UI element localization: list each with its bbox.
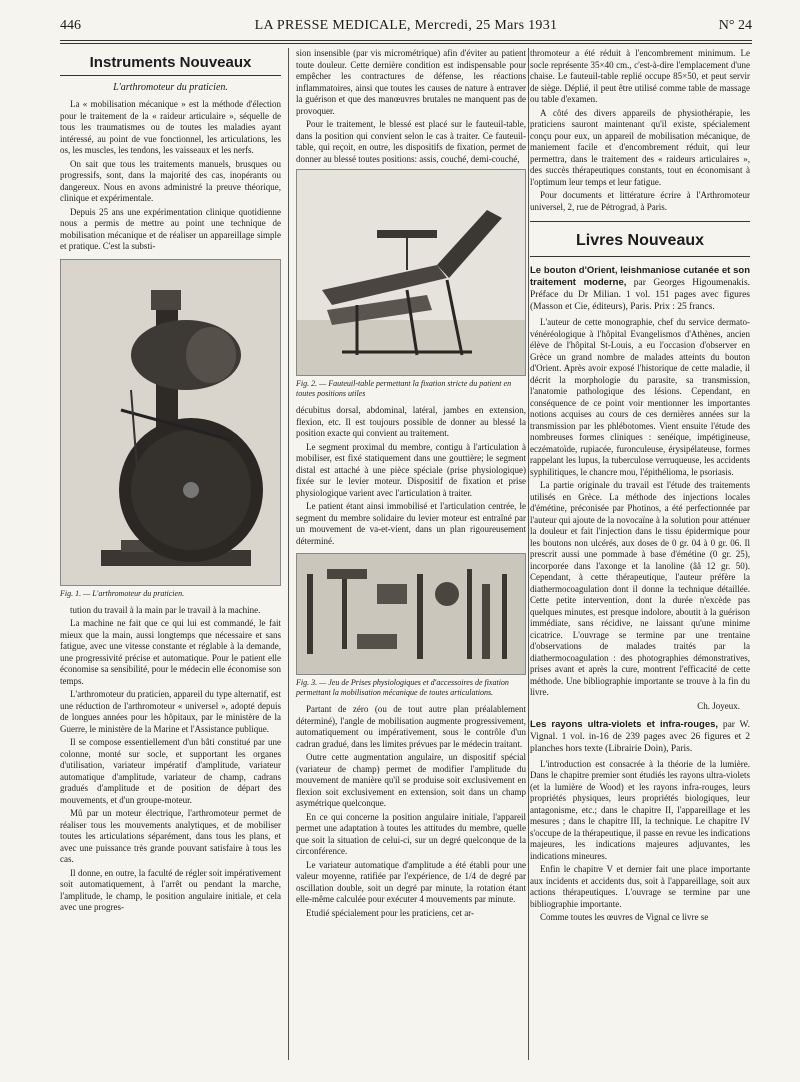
- paragraph: Le variateur automatique d'amplitude a été établi pour une valeur moyenne, ratifiée par l'expérience, de 1/4 de degré par oscillation double, soit un degré par minute, la rotation étant elle-même calculée pour exécuter 4 mouvements par minute.: [296, 859, 526, 904]
- paragraph: Depuis 25 ans une expérimentation clinique quotidienne nous a permis de mettre au point une technique de mobilisation mécanique et de réaliser un appareillage simple et pratique. C'est la substi-: [60, 206, 281, 251]
- paragraph: Pour le traitement, le blessé est placé sur le fauteuil-table, dans la position qui convient selon le cas à traiter. Ce fauteuil-table, qui reçoit, en outre, les dispositifs de fixation, permet de donner au blessé toutes positions: assis, couché, demi-couché,: [296, 119, 526, 164]
- paragraph: La « mobilisation mécanique » est la méthode d'élection pour le traitement de la « raideur articulaire », séquelle de tous les traumatismes ou de toutes les maladies ayant intéressé, au point de vue fonctionnel, les articulations, les os, les muscles, les tendons, les vaisseaux et les nerfs.: [60, 99, 281, 155]
- paragraph: A côté des divers appareils de physiothérapie, les praticiens sauront maintenant qu'il existe, spécialement conçu pour eux, un appareil de mobilisation mécanique, de maniement facile et d'encombrement réduit, qui leur permettra, dans le traitement des « raideurs articulaires », des succès thérapeutiques constants, tout en économisant à l'optimum leur temps et leur fatigue.: [530, 107, 750, 187]
- column-divider: [528, 48, 529, 1060]
- paragraph: L'arthromoteur du praticien, appareil du type alternatif, est une réduction de l'arthromoteur « universel », adopté depuis de longues années pour les hôpitaux, par le ministère de la Guerre, le ministère de la Marine et l'Assistance publique.: [60, 689, 281, 734]
- arthromoteur-illustration: [61, 260, 281, 585]
- paragraph: tution du travail à la main par le travail à la machine.: [70, 604, 261, 615]
- figure-3-prises-physiologiques: [296, 553, 526, 675]
- fauteuil-table-illustration: [297, 170, 526, 375]
- column-divider: [288, 48, 289, 1060]
- paragraph: Il donne, en outre, la faculté de régler soit impérativement soit automatiquement, à l'arrêt ou pendant la marche, l'amplitude, le champ, le position angulaire initiale, et cela avec une progres-: [60, 867, 281, 912]
- figure-caption: Fig. 2. — Fauteuil-table permettant la fixation stricte du patient en toutes positions utiles: [296, 379, 512, 398]
- header-rule: [60, 40, 752, 41]
- column-3: [530, 48, 750, 926]
- paragraph: Il se compose essentiellement d'un bâti constitué par une colonne, monté sur socle, et supportant les organes d'utilisation, variateur impératif d'amplitude, variateur automatique d'amplitude, variateur de champ, cadrans gradués d'amplitude et de position de départ des mouvements, et d'un groupe-moteur.: [60, 737, 281, 805]
- book-entry: [530, 719, 750, 755]
- paragraph: sion insensible (par vis micrométrique) afin d'éviter au patient toute douleur. Cette dernière condition est indispensable pour empêcher les contractures de défense, les réactions inflammatoires, ainsi que toutes les causes de nature à entraver la guérison et que des manœuvres brutales ne manquent pas de provoquer.: [296, 48, 526, 116]
- paragraph: décubitus dorsal, abdominal, latéral, jambes en extension, flexion, etc. Il est toujours possible de donner au blessé la position exacte qui convient au traitement.: [296, 405, 526, 438]
- paragraph: thromoteur a été réduit à l'encombrement minimum. Le socle représente 35×40 cm., c'est-à-dire l'emplacement d'une chaise. Le fauteuil-table replié occupe 85×50, et peut servir de siège. Déplié, il peut être utilisé comme table de massage ou table d'examen.: [530, 48, 750, 104]
- page-number: 446: [60, 18, 81, 33]
- book-details: par W. Vignal. 1 vol. in-16 de 239 pages avec 26 figures et 2 planches hors texte (Librairie Doin), Paris.: [530, 719, 751, 754]
- column-2: [296, 48, 526, 921]
- figure-1-arthromoteur: [60, 259, 281, 586]
- paragraph: L'auteur de cette monographie, chef du service dermato-vénéréologique à l'hôpital Evangelismos d'Athènes, ancien élève de l'hôpital St-Louis, a eu l'occasion d'observer en Grèce un grand nombre de malades atteints du bouton d'Orient. Après avoir exposé l'historique de cette maladie, il décrit la morphologie du parasite, sa transmission, l'anatomie pathologique des lésions. Cependant, en conséquence de ce point voir mentionner les importantes notions acquises au cours de ces dernières années sur la transmission par les phlébotomes. Vient ensuite l'étude des nombreuses formes cliniques : senéique, impétigineuse, eczématoïde, rupiacée, furonculeuse, érysipélateuse, formes rappelant les lupus, la tuberculose verruqueuse, les accidents syphilitiques, le chancre mou, l'épithélioma, le psoriasis.: [530, 317, 750, 477]
- book-details: par Georges Higoumenakis. Préface du Dr Milian. 1 vol. 151 pages avec figures (Masson et Cie, éditeurs), Paris. Prix : 25 francs.: [530, 278, 751, 312]
- paragraph: Etudié spécialement pour les praticiens, cet ar-: [306, 907, 474, 918]
- book-title: Le bouton d'Orient, leishmaniose cutanée et son traitement moderne,: [530, 265, 750, 288]
- section-rule: [60, 75, 281, 76]
- paragraph: Mû par un moteur électrique, l'arthromoteur permet de réaliser tous les mouvements analytiques, et de mobiliser toutes les articulations séparément, dans tous les plans, et avec une puissance très grande pouvant satisfaire à tous les cas.: [60, 808, 281, 864]
- section-title: Livres Nouveaux: [575, 232, 705, 249]
- section-rule: [530, 256, 750, 257]
- paragraph: Le patient étant ainsi immobilisé et l'articulation centrée, le segment du membre solidaire du levier moteur est entraîné par un mouvement de va-et-vient, dans un plan rigoureusement déterminé.: [296, 501, 526, 546]
- paragraph: Partant de zéro (ou de tout autre plan préalablement déterminé), l'angle de mobilisation augmente progressivement, automatiquement ou impérativement, sous le contrôle d'un cadran gradué, dans les limites prévues par le médecin traitant.: [296, 704, 526, 749]
- column-1: [60, 48, 281, 916]
- section-rule: [530, 221, 750, 222]
- page-header: [60, 18, 752, 38]
- paragraph: Outre cette augmentation angulaire, un dispositif spécial (variateur de champ) permet de modifier l'amplitude du mouvement de manière qu'il se produise soit exclusivement en flexion soit exclusivement en extension, soit dans un champ asymétrique quelconque.: [296, 752, 526, 808]
- issue-number: N° 24: [718, 18, 752, 33]
- section-title: Instruments Nouveaux: [89, 54, 252, 71]
- figure-2-fauteuil-table: [296, 169, 526, 376]
- header-rule-2: [60, 43, 752, 44]
- paragraph: Pour documents et littérature écrire à l'Arthromoteur universel, 2, rue de Pétrograd, à Paris.: [530, 190, 750, 212]
- paragraph: L'introduction est consacrée à la théorie de la lumière. Dans le chapitre premier sont étudiés les rayons ultra-violets (et la lumière de Wood) et les rayons infra-rouges, leurs propriétés physiques, leurs propriétés biologiques, leur antagonisme, etc.; dans le chapitre II, l'appareillage et les mesures ; dans le chapitre III, la technique. Le chapitre IV s'occupe de la thérapeutique, il passe en revue les indications majeures, les indications majeures adjuvantes, les indications mineures.: [530, 758, 750, 861]
- paragraph: La machine ne fait que ce qui lui est commandé, le fait mieux que la main, aussi longtemps que nécessaire et sans fatigue, avec une vitesse constante et réglable à la demande, une progressivité précise et automatique. Pour le patient elle économise sa sensibilité, pour le médecin elle économise son temps.: [60, 618, 281, 686]
- review-signature: Ch. Joyeux.: [697, 700, 740, 711]
- article-title: L'arthromoteur du praticien.: [113, 82, 228, 93]
- paragraph: Enfin le chapitre V et dernier fait une place importante aux incidents et accidents dus, soit à l'appareillage, soit aux actions thérapeutiques. L'ouvrage se termine par une bibliographie importante.: [530, 864, 750, 909]
- book-title: Les rayons ultra-violets et infra-rouges,: [530, 718, 719, 730]
- journal-title: LA PRESSE MEDICALE, Mercredi, 25 Mars 1931: [254, 18, 558, 33]
- paragraph: En ce qui concerne la position angulaire initiale, l'appareil permet une adaptation à toutes les attitudes du membre, quelle que soit la situation de celui-ci, sur un degré quelconque de la circonférence.: [296, 811, 526, 856]
- paragraph: On sait que tous les traitements manuels, brusques ou progressifs, sont, dans la majorité des cas, inopérants ou dangereux. Nous en avons administré la preuve théorique, clinique et expérimentale.: [60, 158, 281, 203]
- paragraph: Comme toutes les œuvres de Vignal ce livre se: [540, 912, 709, 922]
- book-entry: [530, 265, 750, 313]
- paragraph: La partie originale du travail est l'étude des traitements utilisés en Grèce. La méthode des injections locales d'émétine, préconisée par Photinos, a été perfectionnée par l'auteur qui ajoute de la novocaïne à la solution pour atténuer la douleur et fait l'injection dans le tissu épidermique pour les boutons non ulcérés, aux doses de 0 gr. 04 à 0 gr. 06. Il prescrit aussi une pommade à base d'émétine (0 gr. 25), incorporée dans l'axonge et la lanoline (âå 12 gr. 50). Cependant, à cette thérapeutique, l'auteur préfère la diathermocoagulation dont il donne la technique détaillée. Cette petite intervention, dont la durée n'excède pas quelques minutes, est presque indolore, aboutit à la guérison immédiate, sans récidive, ne laissant qu'une minime cicatrice. L'ouvrage se termine par une trentaine d'observations de malades traités par la diathermocoagulation : des photographies démonstratives, prises avant et après la cure, montrent l'efficacité de cette méthode. Une bibliographie importante se trouve à la fin du livre.: [530, 480, 750, 697]
- figure-caption: Fig. 3. — Jeu de Prises physiologiques et d'accessoires de fixation permettant la mobilisation mécanique de toutes articulations.: [296, 678, 509, 697]
- prises-illustration: [297, 554, 526, 674]
- figure-caption: Fig. 1. — L'arthromoteur du praticien.: [60, 588, 185, 598]
- paragraph: Le segment proximal du membre, contigu à l'articulation à mobiliser, est fixé statiquement dans une gouttière; le segment distal est attaché à une pièce spéciale (prise physiologique) fixée sur le levier moteur. Dispositif de fixation et prise physiologique varient avec l'articulation à traiter.: [296, 441, 526, 498]
